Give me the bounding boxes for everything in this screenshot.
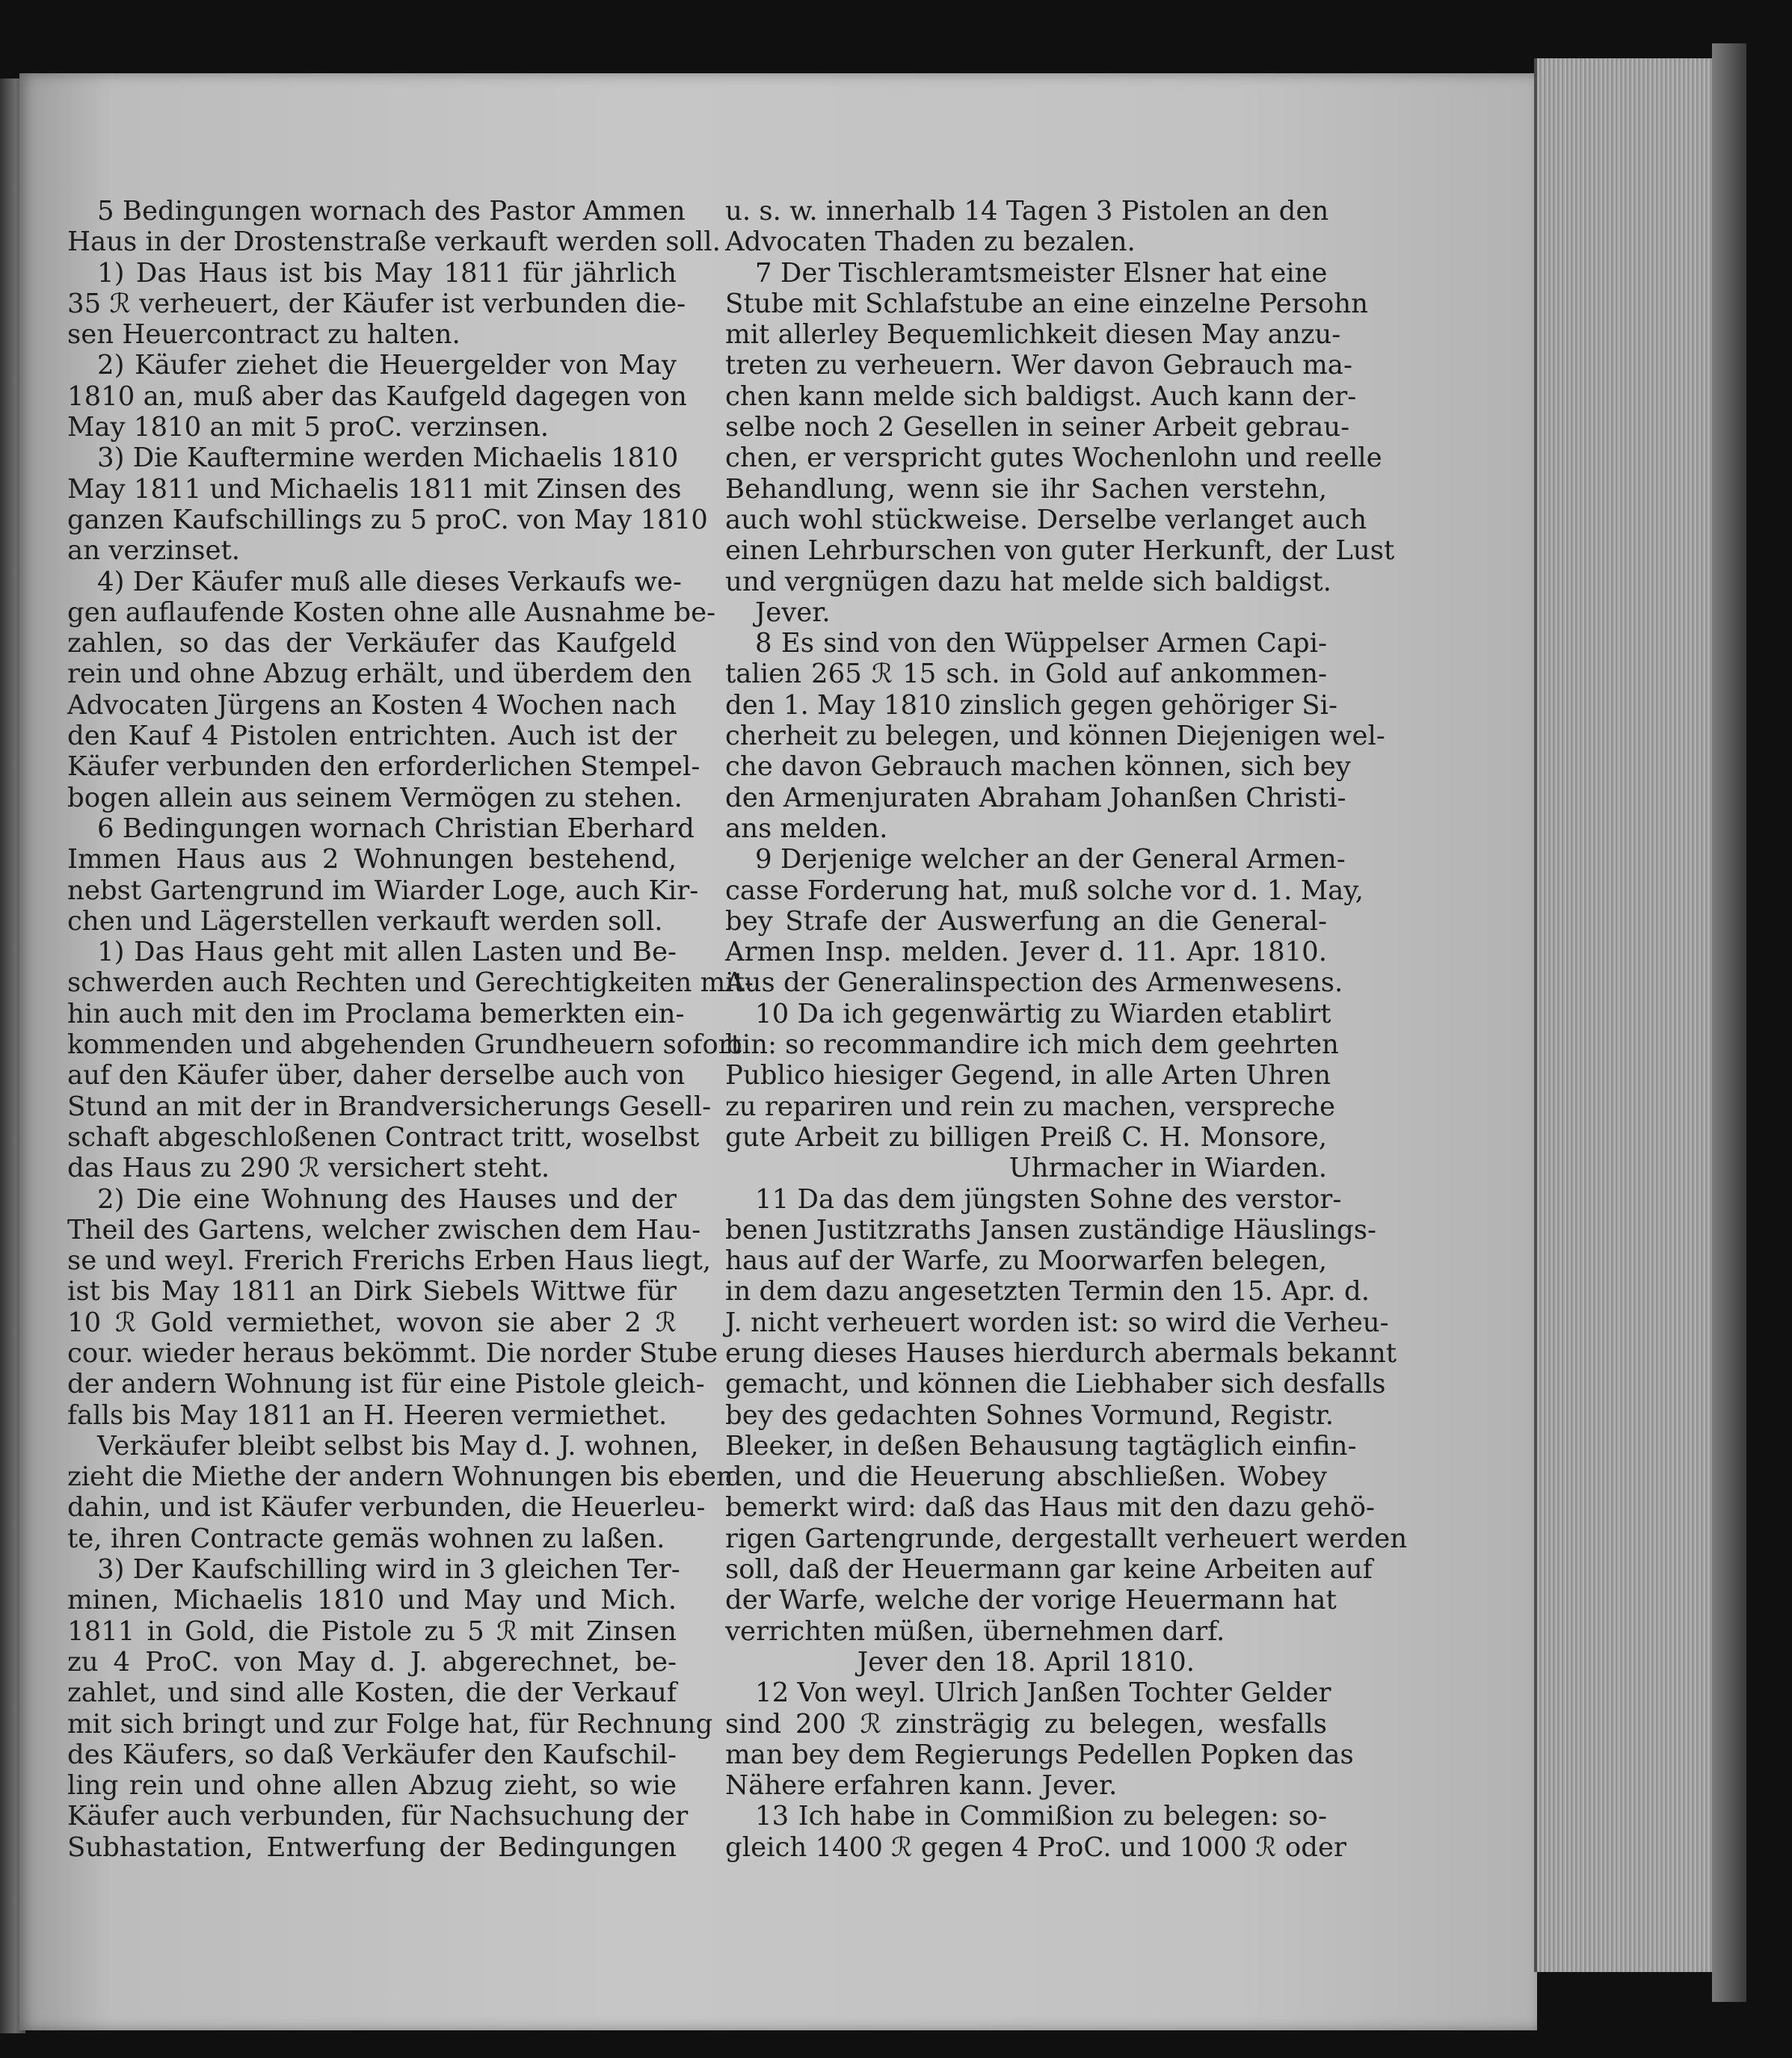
text-line: Stund an mit der in Brandversicherungs Gesell-	[67, 1091, 712, 1122]
text-line: Jever den 18. April 1810.	[857, 1646, 1195, 1677]
text-line: 10 Da ich gegenwärtig zu Wiarden etablirt	[755, 998, 1331, 1029]
text-line: gemacht, und können die Liebhaber sich desfalls	[725, 1369, 1386, 1400]
text-line: 13 Ich habe in Commißion zu belegen: so-	[755, 1801, 1327, 1832]
text-line: ist bis May 1811 an Dirk Siebels Wittwe für	[67, 1276, 677, 1307]
text-line: benen Justitzraths Jansen zuständige Häuslings-	[725, 1214, 1376, 1245]
text-line: haus auf der Warfe, zu Moorwarfen belegen,	[725, 1245, 1327, 1277]
text-line: hin auch mit den im Proclama bemerkten ein-	[67, 998, 685, 1029]
text-line: rigen Gartengrunde, dergestallt verheuert werden	[725, 1523, 1408, 1554]
text-line: 4) Der Käufer muß alle dieses Verkaufs we-	[97, 566, 682, 597]
text-line: in dem dazu angesetzten Termin den 15. Apr. d.	[725, 1276, 1370, 1307]
text-line: gen auflaufende Kosten ohne alle Ausnahme be-	[67, 597, 716, 628]
text-line: auch wohl stückweise. Derselbe verlanget auch	[725, 504, 1367, 535]
text-line: Uhrmacher in Wiarden.	[1009, 1153, 1327, 1184]
book-cover-edge	[1712, 43, 1746, 2002]
text-line: einen Lehrburschen von guter Herkunft, der Lust	[725, 535, 1395, 567]
text-line: ganzen Kaufschillings zu 5 proC. von May 1810	[67, 504, 708, 535]
text-line: zahlet, und sind alle Kosten, die der Verkauf	[67, 1677, 677, 1709]
text-line: Behandlung, wenn sie ihr Sachen verstehn,	[725, 473, 1327, 505]
text-line: nebst Gartengrund im Wiarder Loge, auch Kir-	[67, 875, 699, 906]
text-line: treten zu verheuern. Wer davon Gebrauch ma-	[725, 350, 1352, 381]
text-line: soll, daß der Heuermann gar keine Arbeiten auf	[725, 1554, 1373, 1586]
text-line: May 1811 und Michaelis 1811 mit Zinsen des	[67, 473, 682, 505]
text-line: schaft abgeschloßenen Contract tritt, woselbst	[67, 1121, 700, 1153]
text-line: mit sich bringt und zur Folge hat, für Rechnung	[67, 1708, 713, 1740]
text-line: gleich 1400 ℛ gegen 4 ProC. und 1000 ℛ oder	[725, 1831, 1346, 1863]
text-line: zu repariren und rein zu machen, verspreche	[725, 1091, 1335, 1122]
text-line: an verzinset.	[67, 535, 241, 567]
text-line: talien 265 ℛ 15 sch. in Gold auf ankommen-	[725, 659, 1327, 690]
text-line: selbe noch 2 Gesellen in seiner Arbeit gebrau-	[725, 412, 1350, 443]
text-line: che davon Gebrauch machen können, sich bey	[725, 751, 1351, 783]
text-line: 3) Der Kaufschilling wird in 3 gleichen Ter-	[97, 1554, 680, 1586]
text-line: man bey dem Regierungs Pedellen Popken das	[725, 1739, 1354, 1770]
text-line: rein und ohne Abzug erhält, und überdem den	[67, 659, 692, 690]
text-line: das Haus zu 290 ℛ versichert steht.	[67, 1153, 550, 1184]
text-line: den Kauf 4 Pistolen entrichten. Auch ist der	[67, 721, 677, 752]
text-line: der andern Wohnung ist für eine Pistole gleich-	[67, 1369, 705, 1400]
text-line: 8 Es sind von den Wüppelser Armen Capi-	[755, 628, 1327, 659]
text-line: Käufer auch verbunden, für Nachsuchung der	[67, 1801, 689, 1832]
text-line: cour. wieder heraus bekömmt. Die norder Stube	[67, 1337, 718, 1369]
text-line: ans melden.	[725, 813, 888, 844]
text-line: minen, Michaelis 1810 und May und Mich.	[67, 1585, 677, 1616]
text-line: 2) Käufer ziehet die Heuergelder von May	[97, 350, 677, 381]
text-line: 9 Derjenige welcher an der General Armen-	[755, 844, 1346, 875]
text-line: Advocaten Jürgens an Kosten 4 Wochen nach	[67, 689, 677, 721]
text-line: Advocaten Thaden zu bezalen.	[725, 227, 1136, 258]
text-line: chen und Lägerstellen verkauft werden soll.	[67, 905, 663, 937]
text-line: den 1. May 1810 zinslich gegen gehöriger Si-	[725, 689, 1337, 721]
text-line: 35 ℛ verheuert, der Käufer ist verbunden die-	[67, 288, 686, 319]
text-line: bin: so recommandire ich mich dem geehrten	[725, 1029, 1339, 1061]
text-line: 11 Da das dem jüngsten Sohne des verstor-	[755, 1183, 1342, 1215]
text-line: Jever.	[755, 597, 831, 628]
text-line: zieht die Miethe der andern Wohnungen bis eben	[67, 1461, 733, 1493]
text-line: chen, er verspricht gutes Wochenlohn und reelle	[725, 443, 1382, 474]
text-line: sen Heuercontract zu halten.	[67, 319, 461, 351]
text-line: dahin, und ist Käufer verbunden, die Heuerleu-	[67, 1492, 706, 1524]
text-line: 12 Von weyl. Ulrich Janßen Tochter Gelder	[755, 1677, 1331, 1709]
text-line: 1810 an, muß aber das Kaufgeld dagegen von	[67, 381, 687, 412]
text-line: der Warfe, welche der vorige Heuermann hat	[725, 1585, 1337, 1616]
text-line: 6 Bedingungen wornach Christian Eberhard	[97, 813, 695, 844]
text-line: erung dieses Hauses hierdurch abermals bekannt	[725, 1337, 1397, 1369]
text-line: schwerden auch Rechten und Gerechtigkeiten mit-	[67, 967, 754, 999]
text-line: zu 4 ProC. von May d. J. abgerechnet, be-	[67, 1646, 677, 1677]
text-line: 3) Die Kauftermine werden Michaelis 1810	[97, 443, 679, 474]
text-line: 1) Das Haus ist bis May 1811 für jährlich	[97, 257, 677, 289]
text-line: bey des gedachten Sohnes Vormund, Registr.	[725, 1399, 1334, 1431]
text-line: Publico hiesiger Gegend, in alle Arten Uhren	[725, 1060, 1331, 1091]
text-line: Stube mit Schlafstube an eine einzelne Persohn	[725, 288, 1368, 319]
text-line: se und weyl. Frerich Frerichs Erben Haus liegt,	[67, 1245, 712, 1277]
text-line: J. nicht verheuert worden ist: so wird die Verheu-	[725, 1307, 1389, 1338]
text-line: Nähere erfahren kann. Jever.	[725, 1770, 1118, 1802]
text-line: 1) Das Haus geht mit allen Lasten und Be-	[97, 937, 677, 968]
text-line: auf den Käufer über, daher derselbe auch von	[67, 1060, 686, 1091]
text-line: cherheit zu belegen, und können Diejenigen wel-	[725, 721, 1385, 752]
text-line: den Armenjuraten Abraham Johanßen Christi-	[725, 782, 1346, 813]
text-line: te, ihren Contracte gemäs wohnen zu laßen.	[67, 1523, 665, 1554]
left-text-column	[67, 196, 754, 1863]
text-line: Bleeker, in deßen Behausung tagtäglich einfin-	[725, 1430, 1357, 1461]
text-line: May 1810 an mit 5 proC. verzinsen.	[67, 412, 549, 443]
text-line: sind 200 ℛ zinsträgig zu belegen, wesfalls	[725, 1708, 1327, 1740]
text-line: u. s. w. innerhalb 14 Tagen 3 Pistolen an den	[725, 196, 1329, 227]
text-line: Verkäufer bleibt selbst bis May d. J. wohnen,	[97, 1430, 699, 1461]
text-line: 7 Der Tischleramtsmeister Elsner hat eine	[755, 257, 1328, 289]
text-line: chen kann melde sich baldigst. Auch kann der-	[725, 381, 1357, 412]
text-line: casse Forderung hat, muß solche vor d. 1. May,	[725, 875, 1364, 906]
text-line: den, und die Heuerung abschließen. Wobey	[725, 1461, 1327, 1493]
text-line: bogen allein aus seinem Vermögen zu stehen.	[67, 782, 683, 813]
text-line: falls bis May 1811 an H. Heeren vermiethet.	[67, 1399, 668, 1431]
text-line: und vergnügen dazu hat melde sich baldigst.	[725, 566, 1331, 597]
right-text-column	[725, 196, 1408, 1863]
text-line: des Käufers, so daß Verkäufer den Kaufschil-	[67, 1739, 677, 1770]
text-line: Käufer verbunden den erforderlichen Stempel-	[67, 751, 701, 783]
text-line: 2) Die eine Wohnung des Hauses und der	[97, 1183, 677, 1215]
text-line: bemerkt wird: daß das Haus mit den dazu gehö-	[725, 1492, 1376, 1524]
text-line: Aus der Generalinspection des Armenwesens.	[725, 967, 1343, 999]
text-line: Theil des Gartens, welcher zwischen dem Hau-	[67, 1214, 701, 1245]
text-line: 10 ℛ Gold vermiethet, wovon sie aber 2 ℛ	[67, 1307, 677, 1338]
text-line: bey Strafe der Auswerfung an die General-	[725, 905, 1327, 937]
text-line: 1811 in Gold, die Pistole zu 5 ℛ mit Zinsen	[67, 1615, 677, 1647]
text-line: Haus in der Drostenstraße verkauft werden soll.	[67, 227, 721, 258]
text-line: Armen Insp. melden. Jever d. 11. Apr. 1810.	[725, 937, 1327, 968]
text-line: Subhastation, Entwerfung der Bedingungen	[67, 1831, 677, 1863]
text-line: 5 Bedingungen wornach des Pastor Ammen	[97, 196, 686, 227]
text-line: Immen Haus aus 2 Wohnungen bestehend,	[67, 844, 677, 875]
text-line: kommenden und abgehenden Grundheuern sofort	[67, 1029, 742, 1061]
text-line: gute Arbeit zu billigen Preiß C. H. Monsore,	[725, 1121, 1327, 1153]
text-line: mit allerley Bequemlichkeit diesen May anzu-	[725, 319, 1341, 351]
text-line: ling rein und ohne allen Abzug zieht, so wie	[67, 1770, 677, 1802]
text-line: verrichten müßen, übernehmen darf.	[725, 1615, 1225, 1647]
text-line: zahlen, so das der Verkäufer das Kaufgeld	[67, 628, 677, 659]
